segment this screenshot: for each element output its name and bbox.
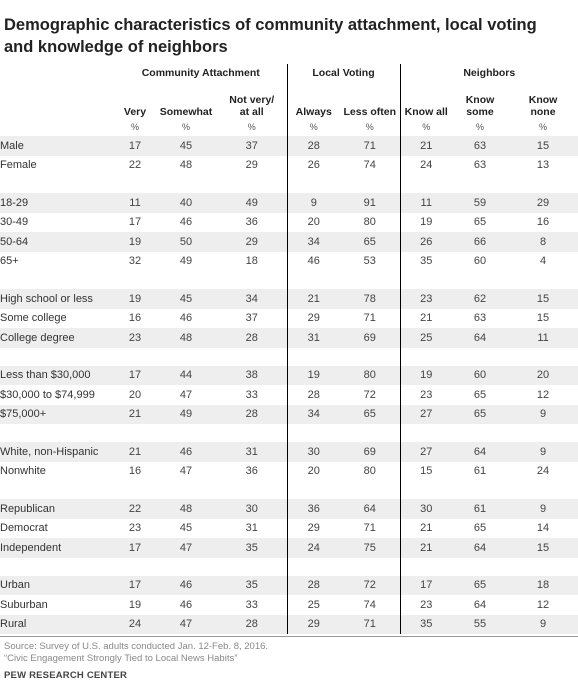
cell-value: 35 xyxy=(400,252,452,272)
cell-value: 28 xyxy=(217,328,287,348)
cell-value: 21 xyxy=(115,405,155,425)
source-note: Source: Survey of U.S. adults conducted Jan. 12-Feb. 8, 2016. xyxy=(4,641,269,652)
cell-value: 78 xyxy=(340,289,400,309)
table-row xyxy=(0,289,578,309)
table-row xyxy=(0,366,578,386)
cell-value: 59 xyxy=(452,193,508,213)
cell-value: 20 xyxy=(287,213,340,233)
cell-value: 29 xyxy=(287,519,340,539)
cell-value: 60 xyxy=(473,255,487,268)
cell-value: 11 xyxy=(400,193,452,213)
row-label: 65+ xyxy=(0,255,19,268)
cell-value: 71 xyxy=(340,136,400,156)
cell-value: 64 xyxy=(452,328,508,348)
row-label: High school or less xyxy=(0,289,115,309)
cell-value: 15 xyxy=(536,312,550,325)
cell-value: 17 xyxy=(115,366,155,386)
column-header: Know all xyxy=(400,82,452,122)
cell-value: 23 xyxy=(128,522,142,535)
cell-value: 18 xyxy=(508,576,578,596)
cell-value: 46 xyxy=(155,576,217,596)
cell-value: 65 xyxy=(452,405,508,425)
cell-value: 9 xyxy=(508,499,578,519)
cell-value: 49 xyxy=(217,193,287,213)
cell-value: 55 xyxy=(452,615,508,635)
chart-title: Demographic characteristics of community attachment, local voting and knowledge of neighbors xyxy=(4,16,537,56)
cell-value: 8 xyxy=(508,232,578,252)
cell-value: 17 xyxy=(115,136,155,156)
cell-value: 30 xyxy=(400,499,452,519)
cell-value: 64 xyxy=(452,442,508,462)
cell-value: 47 xyxy=(155,615,217,635)
cell-value: 29 xyxy=(245,159,258,172)
cell-value: 61 xyxy=(473,465,487,478)
cell-value: 75 xyxy=(340,538,400,558)
section-spacer xyxy=(0,481,578,499)
cell-value: 29 xyxy=(508,193,578,213)
cell-value: 29 xyxy=(217,232,287,252)
row-label: Female xyxy=(0,159,37,172)
cell-value: 9 xyxy=(508,405,578,425)
cell-value: 36 xyxy=(287,499,340,519)
cell-value: 35 xyxy=(217,538,287,558)
cell-value: 21 xyxy=(400,309,452,329)
cell-value: 46 xyxy=(179,216,193,229)
cell-value: 20 xyxy=(508,366,578,386)
cell-value: 34 xyxy=(217,289,287,309)
cell-value: 23 xyxy=(400,289,452,309)
cell-value: 16 xyxy=(536,216,550,229)
cell-value: 24 xyxy=(536,465,550,478)
cell-value: 21 xyxy=(400,519,452,539)
row-label: Independent xyxy=(0,538,115,558)
cell-value: 45 xyxy=(155,289,217,309)
cell-value: 37 xyxy=(217,136,287,156)
cell-value: 19 xyxy=(400,213,452,233)
row-label: Some college xyxy=(0,312,67,325)
cell-value: 34 xyxy=(287,405,340,425)
section-spacer xyxy=(0,558,578,576)
cell-value: 24 xyxy=(287,538,340,558)
cell-value: 46 xyxy=(287,252,340,272)
cell-value: 25 xyxy=(287,595,340,615)
row-label: $30,000 to $74,999 xyxy=(0,388,95,401)
cell-value: 19 xyxy=(115,232,155,252)
percent-row xyxy=(0,122,578,136)
cell-value: 20 xyxy=(287,462,340,482)
cell-value: 33 xyxy=(245,388,258,401)
cell-value: 27 xyxy=(400,405,452,425)
percent-sign: % xyxy=(365,122,374,132)
row-label: White, non-Hispanic xyxy=(0,442,115,462)
cell-value: 20 xyxy=(128,388,142,401)
section-spacer xyxy=(0,348,578,366)
cell-value: 26 xyxy=(400,232,452,252)
cell-value: 80 xyxy=(363,465,376,478)
cell-value: 28 xyxy=(287,576,340,596)
cell-value: 26 xyxy=(287,156,340,176)
cell-value: 91 xyxy=(340,193,400,213)
table-row xyxy=(0,576,578,596)
cell-value: 28 xyxy=(217,615,287,635)
cell-value: 64 xyxy=(473,598,487,611)
table-row xyxy=(0,252,578,272)
percent-sign: % xyxy=(400,122,452,136)
cell-value: 15 xyxy=(508,136,578,156)
column-header: Somewhat xyxy=(159,106,213,118)
cell-value: 9 xyxy=(287,193,340,213)
cell-value: 4 xyxy=(539,255,547,268)
column-header: Know some xyxy=(465,94,495,118)
cell-value: 48 xyxy=(179,159,193,172)
cell-value: 80 xyxy=(340,366,400,386)
cell-value: 71 xyxy=(363,522,376,535)
cell-value: 72 xyxy=(340,576,400,596)
cell-value: 13 xyxy=(536,159,550,172)
cell-value: 17 xyxy=(400,576,452,596)
cell-value: 72 xyxy=(363,388,376,401)
cell-value: 23 xyxy=(400,595,452,615)
cell-value: 21 xyxy=(115,442,155,462)
cell-value: 47 xyxy=(179,465,193,478)
cell-value: 47 xyxy=(155,538,217,558)
cell-value: 15 xyxy=(400,462,452,482)
row-label: Less than $30,000 xyxy=(0,366,115,386)
section-spacer xyxy=(0,175,578,193)
data-table xyxy=(0,64,578,634)
group-header-row xyxy=(0,64,578,82)
group-header: Local Voting xyxy=(287,64,400,82)
cell-value: 74 xyxy=(363,598,376,611)
table-row xyxy=(0,193,578,213)
cell-value: 18 xyxy=(245,255,258,268)
section-spacer xyxy=(0,424,578,442)
column-header: Know none xyxy=(528,94,558,118)
percent-sign: % xyxy=(287,122,340,136)
cell-value: 45 xyxy=(155,136,217,156)
cell-value: 46 xyxy=(179,312,193,325)
cell-value: 15 xyxy=(508,538,578,558)
cell-value: 50 xyxy=(155,232,217,252)
cell-value: 31 xyxy=(287,328,340,348)
cell-value: 28 xyxy=(287,385,340,405)
row-label: $75,000+ xyxy=(0,405,115,425)
cell-value: 62 xyxy=(452,289,508,309)
table-row xyxy=(0,615,578,635)
row-label: Rural xyxy=(0,615,115,635)
table-row xyxy=(0,499,578,519)
group-header: Community Attachment xyxy=(141,67,260,79)
table-row xyxy=(0,385,578,405)
cell-value: 65 xyxy=(340,405,400,425)
cell-value: 24 xyxy=(400,156,452,176)
column-header: Less often xyxy=(343,106,397,118)
cell-value: 36 xyxy=(245,216,258,229)
cell-value: 64 xyxy=(452,538,508,558)
cell-value: 47 xyxy=(179,388,193,401)
cell-value: 34 xyxy=(287,232,340,252)
table-row xyxy=(0,232,578,252)
table-row xyxy=(0,519,578,539)
row-label: Republican xyxy=(0,499,115,519)
cell-value: 65 xyxy=(473,388,487,401)
cell-value: 74 xyxy=(363,159,376,172)
row-label: Suburban xyxy=(0,598,48,611)
cell-value: 44 xyxy=(155,366,217,386)
cell-value: 27 xyxy=(400,442,452,462)
table-row xyxy=(0,538,578,558)
cell-value: 19 xyxy=(115,289,155,309)
cell-value: 49 xyxy=(179,255,193,268)
cell-value: 29 xyxy=(287,309,340,329)
section-spacer xyxy=(0,271,578,289)
cell-value: 22 xyxy=(115,499,155,519)
table-row xyxy=(0,213,578,233)
cell-value: 16 xyxy=(128,465,142,478)
cell-value: 63 xyxy=(473,159,487,172)
cell-value: 11 xyxy=(508,328,578,348)
table-row xyxy=(0,136,578,156)
percent-sign: % xyxy=(130,122,139,132)
cell-value: 19 xyxy=(400,366,452,386)
cell-value: 21 xyxy=(287,289,340,309)
cell-value: 28 xyxy=(287,136,340,156)
cell-value: 15 xyxy=(508,289,578,309)
cell-value: 19 xyxy=(287,366,340,386)
row-label: Democrat xyxy=(0,522,48,535)
percent-sign: % xyxy=(247,122,256,132)
cell-value: 33 xyxy=(245,598,258,611)
cell-value: 29 xyxy=(287,615,340,635)
cell-value: 31 xyxy=(217,442,287,462)
cell-value: 69 xyxy=(340,328,400,348)
cell-value: 12 xyxy=(536,388,550,401)
cell-value: 53 xyxy=(363,255,376,268)
column-header: Always xyxy=(287,82,340,122)
cell-value: 30 xyxy=(217,499,287,519)
cell-value: 21 xyxy=(400,136,452,156)
cell-value: 65 xyxy=(473,522,487,535)
cell-value: 65 xyxy=(473,216,487,229)
row-label: Male xyxy=(0,136,115,156)
row-label: Urban xyxy=(0,576,115,596)
cell-value: 9 xyxy=(508,442,578,462)
cell-value: 40 xyxy=(155,193,217,213)
cell-value: 66 xyxy=(452,232,508,252)
percent-sign: % xyxy=(181,122,190,132)
table-row xyxy=(0,462,578,482)
table-row xyxy=(0,309,578,329)
cell-value: 60 xyxy=(452,366,508,386)
cell-value: 31 xyxy=(245,522,258,535)
column-header-row xyxy=(0,82,578,122)
cell-value: 45 xyxy=(179,522,193,535)
percent-sign: % xyxy=(476,122,485,132)
cell-value: 63 xyxy=(452,136,508,156)
cell-value: 46 xyxy=(155,442,217,462)
cell-value: 11 xyxy=(115,193,155,213)
cell-value: 37 xyxy=(245,312,258,325)
cell-value: 17 xyxy=(115,576,155,596)
cell-value: 64 xyxy=(340,499,400,519)
percent-sign: % xyxy=(539,122,548,132)
cell-value: 71 xyxy=(363,312,376,325)
cell-value: 48 xyxy=(155,499,217,519)
cell-value: 49 xyxy=(155,405,217,425)
cell-value: 17 xyxy=(115,538,155,558)
cell-value: 25 xyxy=(400,328,452,348)
row-label: Nonwhite xyxy=(0,465,46,478)
table-row xyxy=(0,595,578,615)
cell-value: 69 xyxy=(340,442,400,462)
cell-value: 12 xyxy=(536,598,550,611)
cell-value: 23 xyxy=(115,328,155,348)
cell-value: 63 xyxy=(473,312,487,325)
cell-value: 35 xyxy=(400,615,452,635)
table-row xyxy=(0,328,578,348)
row-label: 18-29 xyxy=(0,193,115,213)
footer-divider xyxy=(0,636,578,637)
row-label: College degree xyxy=(0,328,115,348)
cell-value: 22 xyxy=(128,159,142,172)
table-row xyxy=(0,156,578,176)
cell-value: 38 xyxy=(217,366,287,386)
cell-value: 65 xyxy=(340,232,400,252)
cell-value: 65 xyxy=(452,576,508,596)
cell-value: 21 xyxy=(400,538,452,558)
cell-value: 36 xyxy=(245,465,258,478)
cell-value: 48 xyxy=(155,328,217,348)
cell-value: 17 xyxy=(128,216,142,229)
cell-value: 14 xyxy=(536,522,550,535)
cell-value: 16 xyxy=(128,312,142,325)
table-row xyxy=(0,442,578,462)
report-note: “Civic Engagement Strongly Tied to Local News Habits” xyxy=(4,653,238,664)
row-label: 30-49 xyxy=(0,216,29,229)
cell-value: 24 xyxy=(115,615,155,635)
cell-value: 71 xyxy=(340,615,400,635)
cell-value: 32 xyxy=(128,255,142,268)
cell-value: 19 xyxy=(128,598,142,611)
group-header: Neighbors xyxy=(400,64,578,82)
column-header: Very xyxy=(123,106,147,118)
cell-value: 80 xyxy=(363,216,376,229)
cell-value: 30 xyxy=(287,442,340,462)
cell-value: 61 xyxy=(452,499,508,519)
row-label: 50-64 xyxy=(0,232,115,252)
cell-value: 28 xyxy=(217,405,287,425)
column-header: Not very/ at all xyxy=(229,94,275,118)
cell-value: 46 xyxy=(179,598,193,611)
table-row xyxy=(0,405,578,425)
cell-value: 9 xyxy=(508,615,578,635)
cell-value: 23 xyxy=(400,385,452,405)
cell-value: 35 xyxy=(217,576,287,596)
brand-logo-text: PEW RESEARCH CENTER xyxy=(4,670,128,681)
